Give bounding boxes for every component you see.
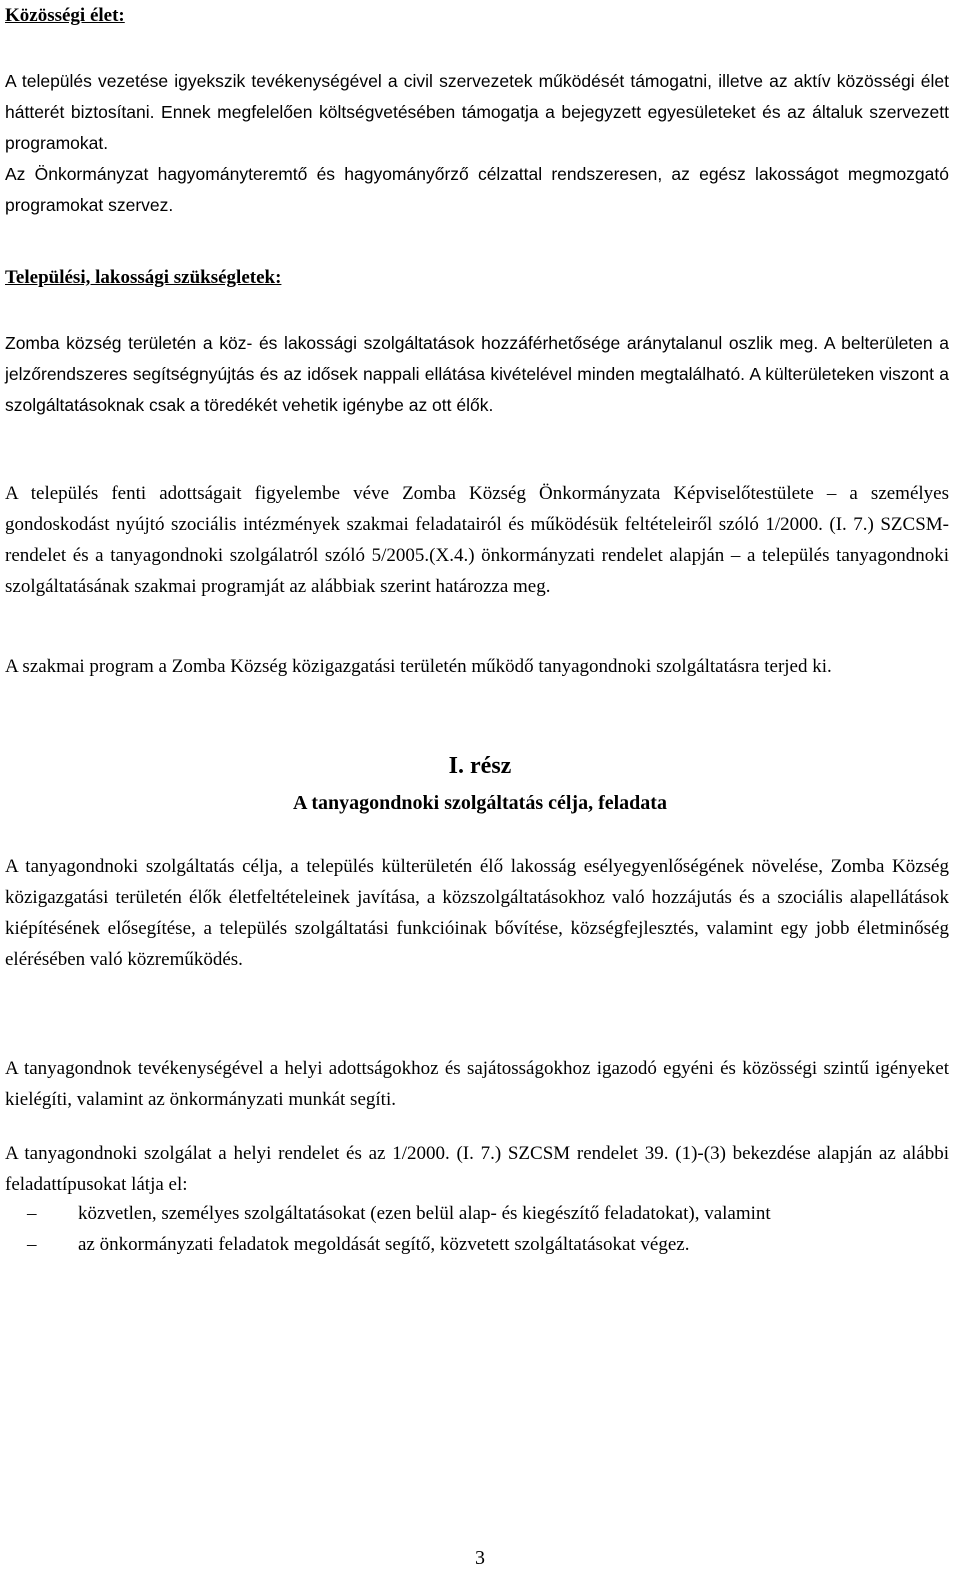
part1-paragraph-1: A tanyagondnoki szolgáltatás célja, a település külterületén élő lakosság esélyegyenlőségének növelése, Zomba Község közigazgatási területén élők életfeltételeinek javítása, a közszolgáltatásokhoz való hozzájutás és a szociális alapellátások kiépítésének elősegítése, a település szolgáltatási funkcióinak bővítése, községfejlesztés, valamint egy jobb életminőség elérésében való közreműködés. <box>5 856 949 970</box>
list-item <box>5 1198 949 1229</box>
part-title: I. rész <box>448 753 512 779</box>
community-paragraph-2: Az Önkormányzat hagyományteremtő és hagyományőrző célzattal rendszeresen, az egész lakosságot megmozgató programokat szervez. <box>5 164 949 215</box>
part1-paragraph-2: A tanyagondnok tevékenységével a helyi adottságokhoz és sajátosságokhoz igazodó egyéni és közösségi szintű igényeket kielégíti, valamint az önkormányzati munkát segíti. <box>5 1058 949 1110</box>
needs-heading: Települési, lakossági szükségletek: <box>5 267 282 288</box>
part1-paragraph-3: A tanyagondnoki szolgálat a helyi rendelet és az 1/2000. (I. 7.) SZCSM rendelet 39. (1)-(3) bekezdése alapján az alábbi feladattípusokat látja el: <box>5 1143 949 1195</box>
part-subtitle: A tanyagondnoki szolgáltatás célja, feladata <box>293 792 667 814</box>
page-number: 3 <box>475 1547 485 1569</box>
task-type-list <box>5 1198 949 1260</box>
list-item-text: az önkormányzati feladatok megoldását segítő, közvetett szolgáltatásokat végez. <box>78 1234 690 1255</box>
list-dash: – <box>27 1234 37 1255</box>
list-item-text: közvetlen, személyes szolgáltatásokat (ezen belül alap- és kiegészítő feladatokat), valamint <box>78 1203 771 1224</box>
needs-paragraph: Zomba község területén a köz- és lakossági szolgáltatások hozzáférhetősége aránytalanul oszlik meg. A belterületen a jelzőrendszeres segítségnyújtás és az idősek nappali ellátása kivételével minden megtalálható. A külterületeken viszont a szolgáltatásoknak csak a töredékét vehetik igénybe az ott élők. <box>5 333 949 415</box>
intro-paragraph-2: A szakmai program a Zomba Község közigazgatási területén működő tanyagondnoki szolgáltatásra terjed ki. <box>5 656 832 677</box>
list-item <box>5 1229 949 1260</box>
community-heading: Közösségi élet: <box>5 5 125 26</box>
intro-paragraph-1: A település fenti adottságait figyelembe véve Zomba Község Önkormányzata Képviselőtestülete – a személyes gondoskodást nyújtó szociális intézmények szakmai feladatairól és működésük feltételeiről szóló 1/2000. (I. 7.) SZCSM-rendelet és a tanyagondnoki szolgálatról szóló 5/2005.(X.4.) önkormányzati rendelet alapján – a település tanyagondnoki szolgáltatásának szakmai programját az alábbiak szerint határozza meg. <box>5 483 949 597</box>
list-dash: – <box>27 1203 37 1224</box>
community-paragraph-1: A település vezetése igyekszik tevékenységével a civil szervezetek működését támogatni, illetve az aktív közösségi élet hátterét biztosítani. Ennek megfelelően költségvetésében támogatja a bejegyzett egyesületeket és az általuk szervezett programokat. <box>5 71 949 153</box>
